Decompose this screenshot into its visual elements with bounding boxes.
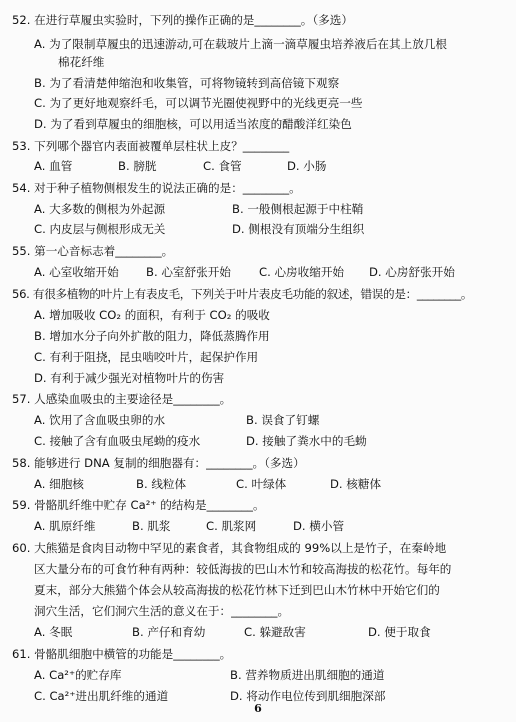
q61-stem: 61. 骨骼肌细胞中横管的功能是________。 [12, 647, 232, 661]
q60-option-b: B. 产仔和育幼 [132, 625, 206, 639]
q52-option-a: A. 为了限制草履虫的迅速游动,可在载玻片上滴一滴草履虫培养液后在其上放几根 [34, 37, 447, 51]
q54-stem: 54. 对于种子植物侧根发生的说法正确的是：________。 [12, 181, 301, 195]
q58-option-a: A. 细胞核 [34, 477, 84, 491]
q54-option-b: B. 一般侧根起源于中柱鞘 [232, 202, 364, 216]
q53-option-d: D. 小肠 [287, 159, 327, 173]
q53-stem: 53. 下列哪个器官内表面被覆单层柱状上皮？________ [12, 139, 290, 153]
q52-option-d: D. 为了看到草履虫的细胞核，可以用适当浓度的醋酸洋红染色 [34, 117, 352, 131]
q55-stem: 55. 第一心音标志着________。 [12, 244, 174, 258]
q52-option-b: B. 为了看清楚伸缩泡和收集管，可将物镜转到高倍镜下观察 [34, 76, 340, 90]
q58-option-c: C. 叶绿体 [236, 477, 287, 491]
q57-option-b: B. 误食了钉螺 [246, 413, 320, 427]
q55-option-b: B. 心室舒张开始 [146, 265, 231, 279]
q60-option-a: A. 冬眠 [34, 625, 73, 639]
q52-option-c: C. 为了更好地观察纤毛，可以调节光圈使视野中的光线更亮一些 [34, 96, 363, 110]
q59-option-b: B. 肌浆 [132, 519, 171, 533]
q58-option-b: B. 线粒体 [136, 477, 187, 491]
q58-option-d: D. 核糖体 [330, 477, 382, 491]
q56-stem: 56. 有很多植物的叶片上有表皮毛，下列关于叶片表皮毛功能的叙述，错误的是：________。 [12, 287, 473, 301]
q57-stem: 57. 人感染血吸虫的主要途径是________。 [12, 392, 232, 406]
q56-option-d: D. 有利于减少强光对植物叶片的伤害 [34, 371, 225, 385]
q53-option-a: A. 血管 [34, 159, 73, 173]
q58-stem: 58. 能够进行 DNA 复制的细胞器有：________。（多选） [12, 456, 305, 470]
q59-stem: 59. 骨骼肌纤维中贮存 Ca²⁺ 的结构是________。 [12, 498, 265, 512]
q57-option-c: C. 接触了含有血吸虫尾蚴的疫水 [34, 434, 201, 448]
q61-option-b: B. 营养物质进出肌细胞的通道 [230, 668, 385, 682]
q60-stem-line2: 区大量分布的可食竹种有两种：较低海拔的巴山木竹和较高海拔的松花竹。每年的 [34, 562, 452, 576]
q54-option-c: C. 内皮层与侧根形成无关 [34, 222, 166, 236]
q56-option-c: C. 有利于阻挠，昆虫啮咬叶片，起保护作用 [34, 350, 259, 364]
q53-option-b: B. 膀胱 [118, 159, 157, 173]
q59-option-d: D. 横小管 [293, 519, 345, 533]
q59-option-c: C. 肌浆网 [206, 519, 257, 533]
q54-option-a: A. 大多数的侧根为外起源 [34, 202, 166, 216]
q55-option-a: A. 心室收缩开始 [34, 265, 119, 279]
q55-option-d: D. 心房舒张开始 [369, 265, 455, 279]
q60-option-c: C. 躲避敌害 [244, 625, 306, 639]
page-number: 6 [254, 702, 262, 715]
q55-option-c: C. 心房收缩开始 [259, 265, 345, 279]
q60-stem-line3: 夏末，部分大熊猫个体会从较高海拔的松花竹林下迁到巴山木竹林中开始它们的 [34, 583, 440, 597]
q53-option-c: C. 食管 [203, 159, 242, 173]
q52-option-a-cont: 棉花纤维 [58, 55, 105, 69]
q59-option-a: A. 肌原纤维 [34, 519, 96, 533]
q60-stem-line4: 洞穴生活，它们洞穴生活的意义在于：________。 [34, 604, 290, 618]
q56-option-b: B. 增加水分子向外扩散的阻力，降低蒸腾作用 [34, 329, 270, 343]
q61-option-a: A. Ca²⁺的贮存库 [34, 668, 122, 682]
q61-option-d: D. 将动作电位传到肌细胞深部 [230, 689, 386, 703]
q61-option-c: C. Ca²⁺进出肌纤维的通道 [34, 689, 169, 703]
q60-stem-line1: 60. 大熊猫是食肉目动物中罕见的素食者，其食物组成的 99%以上是竹子，在秦岭地 [12, 541, 447, 555]
q52-stem: 52. 在进行草履虫实验时，下列的操作正确的是________。（多选） [12, 13, 353, 27]
q60-option-d: D. 便于取食 [368, 625, 431, 639]
q57-option-d: D. 接触了粪水中的毛蚴 [246, 434, 367, 448]
q54-option-d: D. 侧根没有顶端分生组织 [232, 222, 365, 236]
q57-option-a: A. 饮用了含血吸虫卵的水 [34, 413, 166, 427]
q56-option-a: A. 增加吸收 CO₂ 的面积，有利于 CO₂ 的吸收 [34, 308, 270, 322]
